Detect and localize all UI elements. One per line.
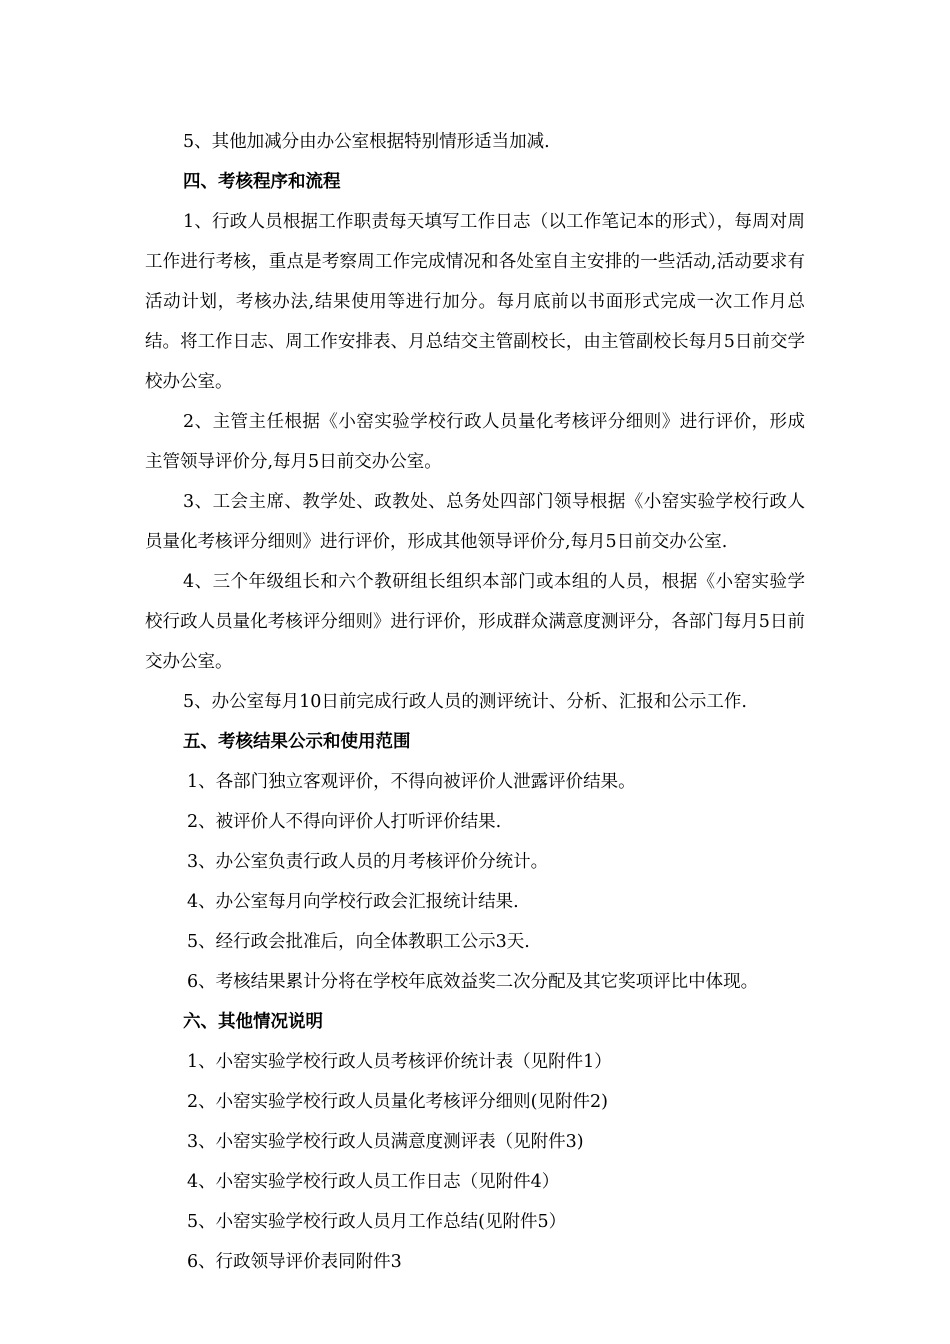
section-heading-4: 四、考核程序和流程: [183, 172, 341, 192]
list-item-results-3: 3、办公室负责行政人员的月考核评价分统计。: [187, 852, 549, 872]
list-item-attachment-5: 5、小窑实验学校行政人员月工作总结(见附件5）: [187, 1212, 567, 1232]
list-item-results-6: 6、考核结果累计分将在学校年底效益奖二次分配及其它奖项评比中体现。: [187, 972, 759, 992]
paragraph-item-5-adjustments: 5、其他加减分由办公室根据特别情形适当加减.: [183, 132, 550, 152]
paragraph-procedure-4: 4、三个年级组长和六个教研组长组织本部门或本组的人员，根据《小窑实验学校行政人员量化考核评分细则》进行评价，形成群众满意度测评分，各部门每月5日前交办公室。: [145, 572, 805, 672]
document-body: [145, 122, 805, 1282]
list-item-attachment-4: 4、小窑实验学校行政人员工作日志（见附件4）: [187, 1172, 560, 1192]
paragraph-procedure-5: 5、办公室每月10日前完成行政人员的测评统计、分析、汇报和公示工作.: [183, 692, 747, 712]
section-heading-6: 六、其他情况说明: [183, 1012, 323, 1032]
paragraph-procedure-3: 3、工会主席、教学处、政教处、总务处四部门领导根据《小窑实验学校行政人员量化考核评分细则》进行评价，形成其他领导评价分,每月5日前交办公室.: [145, 492, 805, 552]
list-item-attachment-3: 3、小窑实验学校行政人员满意度测评表（见附件3): [187, 1132, 584, 1152]
paragraph-procedure-2: 2、主管主任根据《小窑实验学校行政人员量化考核评分细则》进行评价，形成主管领导评价分,每月5日前交办公室。: [145, 412, 805, 472]
list-item-attachment-1: 1、小窑实验学校行政人员考核评价统计表（见附件1）: [187, 1052, 612, 1072]
paragraph-procedure-1: 1、行政人员根据工作职责每天填写工作日志（以工作笔记本的形式），每周对周工作进行考核，重点是考察周工作完成情况和各处室自主安排的一些活动,活动要求有活动计划，考核办法,结果使用等进行加分。每月底前以书面形式完成一次工作月总结。将工作日志、周工作安排表、月总结交主管副校长，由主管副校长每月5日前交学校办公室。: [145, 212, 805, 392]
list-item-results-4: 4、办公室每月向学校行政会汇报统计结果.: [187, 892, 519, 912]
list-item-results-2: 2、被评价人不得向评价人打听评价结果.: [187, 812, 502, 832]
list-item-results-1: 1、各部门独立客观评价，不得向被评价人泄露评价结果。: [187, 772, 636, 792]
list-item-attachment-2: 2、小窑实验学校行政人员量化考核评分细则(见附件2): [187, 1092, 608, 1112]
list-item-results-5: 5、经行政会批准后，向全体教职工公示3天.: [187, 932, 530, 952]
list-item-attachment-6: 6、行政领导评价表同附件3: [187, 1252, 402, 1272]
section-heading-5: 五、考核结果公示和使用范围: [183, 732, 411, 752]
